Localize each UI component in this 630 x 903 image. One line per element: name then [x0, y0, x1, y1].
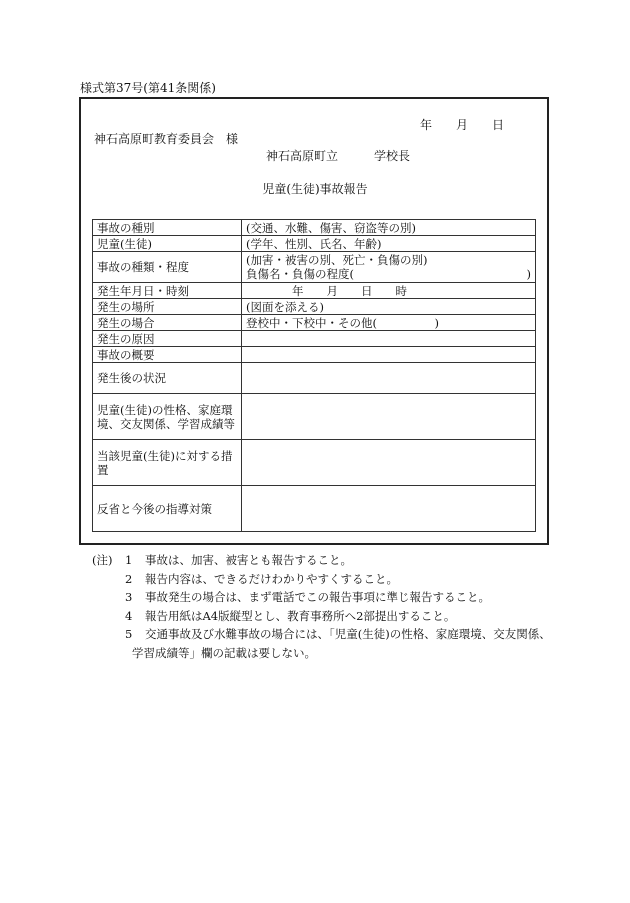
table-row — [93, 252, 536, 283]
row-value[interactable]: 年 月 日 時 — [242, 283, 536, 299]
row-label: 発生の場所 — [93, 299, 242, 315]
row-label: 発生後の状況 — [93, 363, 242, 394]
row-label: 反省と今後の指導対策 — [93, 486, 242, 532]
table-row — [93, 347, 536, 363]
table-row — [93, 394, 536, 440]
notes-section — [92, 551, 551, 662]
table-row — [93, 363, 536, 394]
note-text: 報告用紙はA4版縦型とし、教育事務所へ2部提出すること。 — [145, 608, 456, 623]
row-label: 児童(生徒)の性格、家庭環境、交友関係、学習成績等 — [93, 394, 242, 440]
note-item — [92, 625, 551, 644]
table-row — [93, 440, 536, 486]
row-value[interactable] — [242, 331, 536, 347]
row-label: 事故の概要 — [93, 347, 242, 363]
note-continuation: 学習成績等」欄の記載は要しない。 — [132, 645, 316, 660]
table-row — [93, 220, 536, 236]
row-value[interactable]: (図面を添える) — [242, 299, 536, 315]
note-item — [92, 607, 551, 626]
note-number: 4 — [125, 608, 133, 623]
note-indent — [92, 607, 125, 626]
table-row — [93, 283, 536, 299]
note-number: 1 — [125, 553, 133, 567]
note-item — [92, 588, 551, 607]
row-value[interactable] — [242, 486, 536, 532]
row-value[interactable] — [242, 347, 536, 363]
note-indent — [92, 570, 125, 589]
note-number: 3 — [125, 590, 133, 604]
table-row — [93, 486, 536, 532]
note-text: 事故発生の場合は、まず電話でこの報告事項に準じ報告すること。 — [145, 590, 490, 604]
row-label: 発生年月日・時刻 — [93, 283, 242, 299]
note-item — [92, 551, 551, 570]
row-label: 事故の種別 — [93, 220, 242, 236]
note-text: 事故は、加害、被害とも報告すること。 — [145, 553, 352, 567]
date-line: 年 月 日 — [420, 118, 505, 132]
row-value[interactable]: (交通、水難、傷害、窃盗等の別) — [242, 220, 536, 236]
row-value[interactable] — [242, 363, 536, 394]
note-text: 交通事故及び水難事故の場合には、「児童(生徒)の性格、家庭環境、交友関係、 — [145, 627, 551, 641]
form-number: 様式第37号(第41条関係) — [80, 81, 216, 95]
report-table — [92, 219, 536, 532]
note-indent — [92, 588, 125, 607]
addressee: 神石高原町教育委員会 様 — [94, 132, 239, 146]
sender: 神石高原町立 学校長 — [266, 149, 411, 163]
row-label: 児童(生徒) — [93, 236, 242, 252]
table-row — [93, 315, 536, 331]
row-value[interactable] — [242, 440, 536, 486]
row-label: 発生の原因 — [93, 331, 242, 347]
note-number: 5 — [125, 627, 133, 641]
row-label: 発生の場合 — [93, 315, 242, 331]
note-indent — [92, 625, 125, 644]
row-label: 事故の種類・程度 — [93, 252, 242, 283]
table-row — [93, 299, 536, 315]
note-number: 2 — [125, 571, 133, 586]
row-value[interactable]: (学年、性別、氏名、年齢) — [242, 236, 536, 252]
table-row — [93, 331, 536, 347]
row-value[interactable] — [242, 394, 536, 440]
notes-heading: (注) — [92, 553, 113, 567]
row-label: 当該児童(生徒)に対する措置 — [93, 440, 242, 486]
note-item — [92, 570, 551, 589]
note-text: 報告内容は、できるだけわかりやすくすること。 — [145, 571, 398, 586]
row-value[interactable]: (加害・被害の別、死亡・負傷の別) 負傷名・負傷の程度( ) — [242, 252, 536, 283]
row-value[interactable]: 登校中・下校中・その他( ) — [242, 315, 536, 331]
document-title: 児童(生徒)事故報告 — [262, 182, 368, 196]
table-row — [93, 236, 536, 252]
